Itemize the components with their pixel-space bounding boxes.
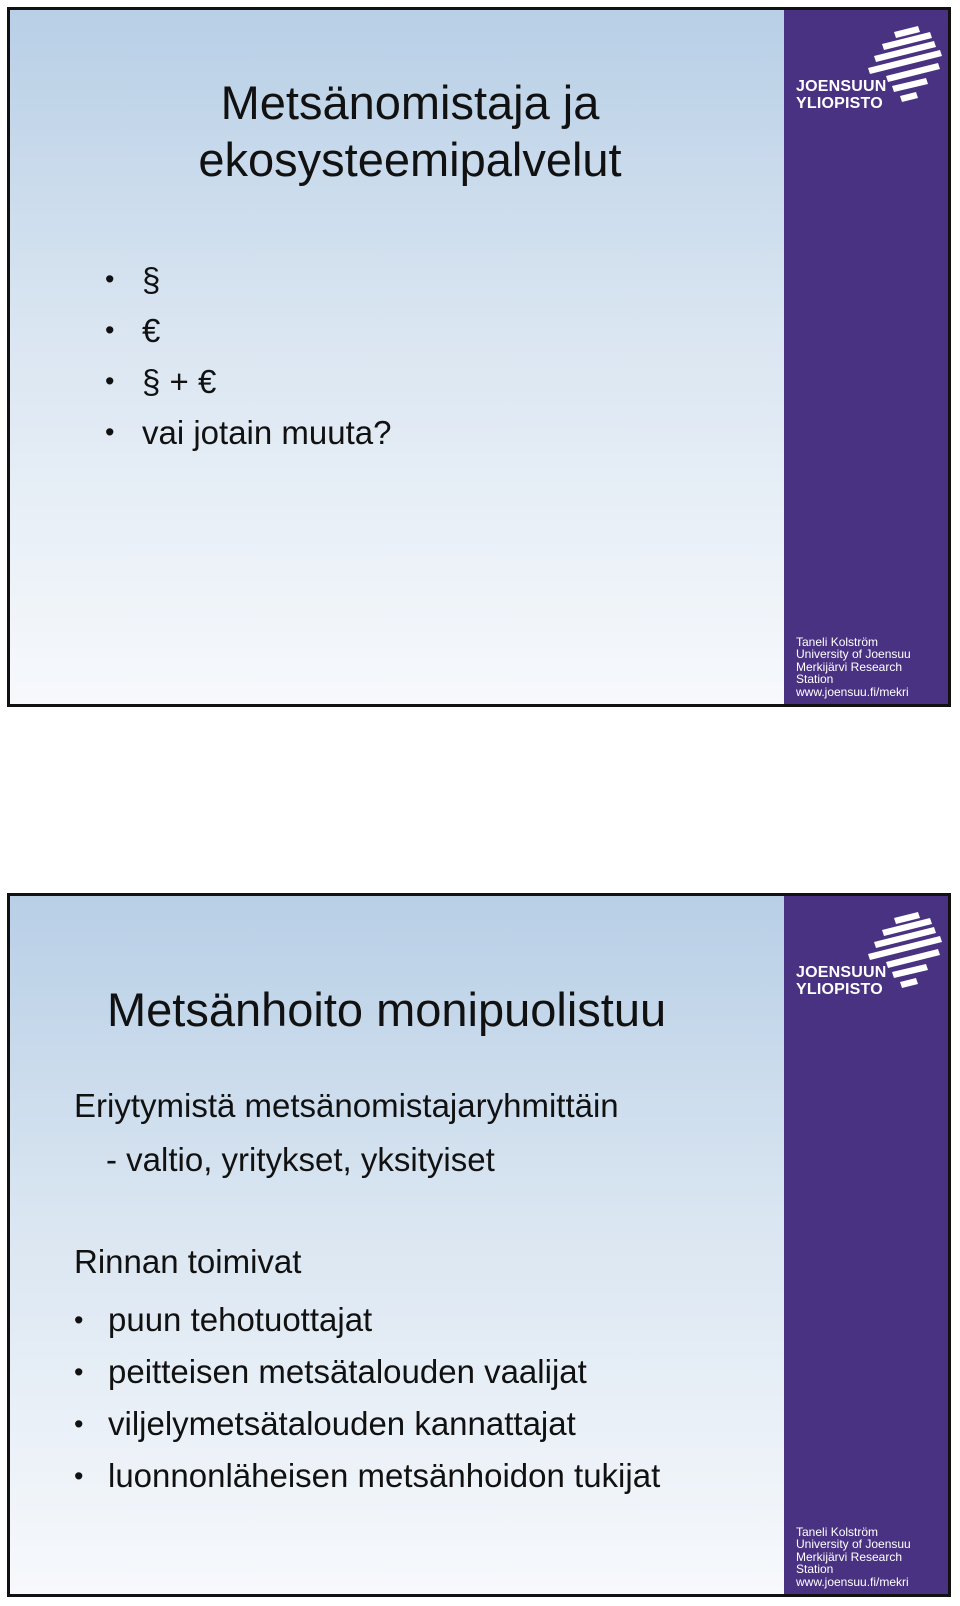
university-logo-text (796, 964, 887, 998)
slide-1-bullet-3: • § + € (105, 356, 391, 407)
university-sidebar (784, 10, 948, 704)
footer-url: www.joensuu.fi/mekri (796, 684, 909, 699)
university-sidebar (784, 896, 948, 1594)
slide-2-paragraph-3: Rinnan toimivat (74, 1243, 302, 1280)
logo-line-2: YLIOPISTO (796, 981, 883, 998)
slide-2-bullet-list (74, 1294, 660, 1502)
footer-university: University of Joensuu (796, 647, 911, 661)
slide-1-bullet-list (105, 254, 391, 458)
slide-2-bullet-2: • peitteisen metsätalouden vaalijat (74, 1346, 660, 1398)
slide-2-bullet-1: • puun tehotuottajat (74, 1294, 660, 1346)
footer-university: University of Joensuu (796, 1537, 911, 1551)
slide-2-title: Metsänhoito monipuolistuu (107, 983, 667, 1036)
slide-2-paragraph-1: Eriytymistä metsänomistajaryhmittäin (74, 1087, 619, 1124)
slide-1-title-line-2: ekosysteemipalvelut (198, 133, 622, 186)
slide-1-bullet-1: • § (105, 254, 391, 305)
slide-2 (7, 893, 951, 1597)
slide-1 (7, 7, 951, 707)
footer-station-1: Merkijärvi Research (796, 1549, 903, 1564)
slide-2-paragraph-2: - valtio, yritykset, yksityiset (106, 1141, 495, 1178)
slide-1-title-line-1: Metsänomistaja ja (220, 76, 600, 129)
author-footer (796, 1526, 911, 1589)
author-footer (796, 636, 911, 699)
logo-line-1: JOENSUUN (796, 78, 887, 95)
logo-line-2: YLIOPISTO (796, 95, 883, 112)
slide-2-bullet-3: • viljelymetsätalouden kannattajat (74, 1398, 660, 1450)
slide-2-bullet-4: • luonnonläheisen metsänhoidon tukijat (74, 1450, 660, 1502)
footer-station-2: Station (796, 672, 834, 686)
logo-line-1: JOENSUUN (796, 964, 887, 981)
footer-station-1: Merkijärvi Research (796, 659, 903, 674)
footer-station-2: Station (796, 1562, 834, 1576)
slide-1-title (190, 74, 630, 188)
footer-author: Taneli Kolström (796, 1524, 879, 1539)
slide-1-bullet-2: • € (105, 305, 391, 356)
footer-url: www.joensuu.fi/mekri (796, 1574, 909, 1589)
university-logo-text (796, 78, 887, 112)
footer-author: Taneli Kolström (796, 634, 879, 649)
slide-1-bullet-4: • vai jotain muuta? (105, 407, 391, 458)
